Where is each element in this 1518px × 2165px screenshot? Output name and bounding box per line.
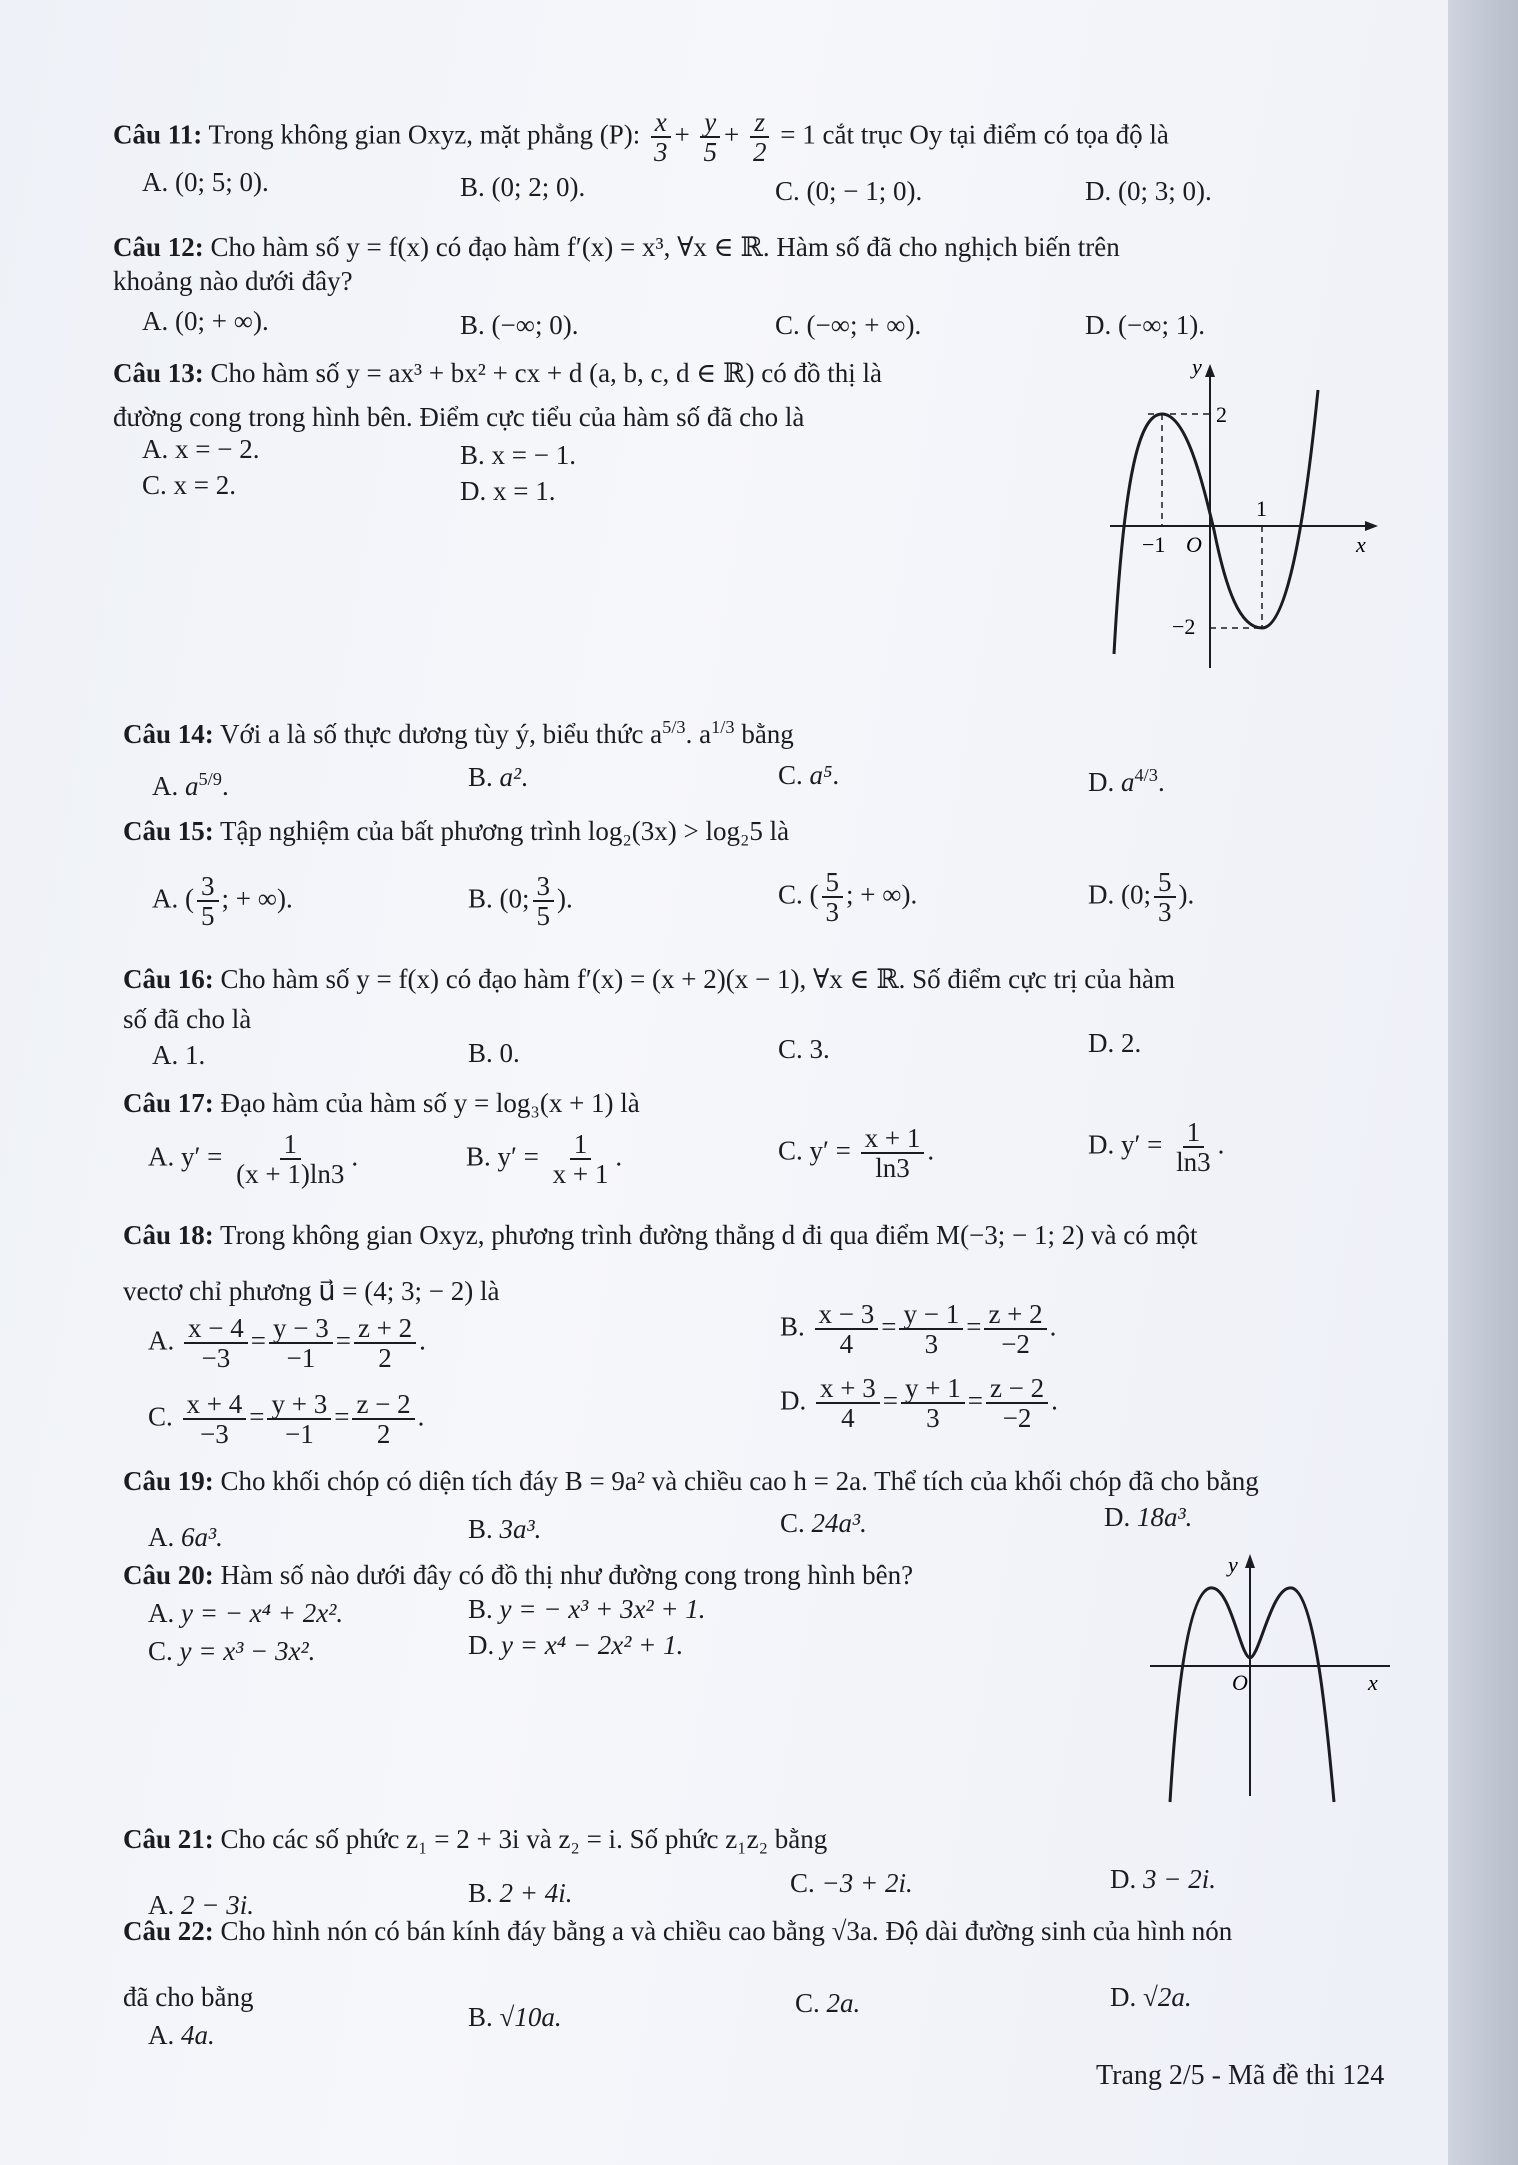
question-21-stem: [123, 1820, 827, 1858]
x-axis-arrow: [1365, 521, 1378, 531]
question-13-stem: [113, 354, 882, 392]
question-15-option-c: C. ( $\frac{5}{3}$ ; + ∞).: [778, 867, 918, 928]
question-12-text-1: Cho hàm số y = f(x) có đạo hàm f′(x) = x³, ∀x ∈ ℝ. Hàm số đã cho nghịch biến trên: [210, 232, 1120, 262]
question-14-stem: [123, 708, 794, 753]
question-22-stem: [123, 1912, 1232, 1950]
question-14-option-b: B. a².: [468, 762, 528, 792]
question-11-option-b: B. (0; 2; 0).: [460, 172, 586, 202]
question-15-option-b: B. (0; $\frac{3}{5}$ ).: [468, 871, 573, 932]
plane-frac-z: $\frac{z}{2}$: [749, 108, 771, 167]
question-20-option-b: B. y = − x³ + 3x² + 1.: [468, 1594, 706, 1624]
question-14-option-a: A. $a^{5/9}$.: [152, 769, 229, 801]
question-14-text-a: Với a là số thực dương tùy ý, biểu thức a: [220, 719, 663, 749]
question-22-label: Câu 22:: [123, 1916, 214, 1946]
question-19-stem: [123, 1462, 1259, 1500]
question-14-exp-2: 1/3: [711, 717, 735, 737]
graph-tick-1: 1: [1256, 496, 1267, 521]
question-12-stem: [113, 228, 1120, 266]
question-14-option-c: C. a⁵.: [778, 760, 840, 790]
question-18-text-2: vectơ chỉ phương u⃗ = (4; 3; − 2) là: [123, 1276, 500, 1306]
question-21-option-d: D. 3 − 2i.: [1110, 1864, 1216, 1894]
graph-origin: O: [1232, 1670, 1248, 1695]
graph-tick-neg1: −1: [1142, 532, 1166, 557]
question-21-option-c: C. −3 + 2i.: [790, 1868, 913, 1898]
plane-frac-x: $\frac{x}{3}$: [650, 108, 672, 167]
question-17-option-c: C. y′ = $\frac{x + 1}{\ln 3}$ .: [778, 1123, 935, 1184]
question-22-option-c: C. 2a.: [795, 1988, 861, 2018]
graph-tick-neg2: −2: [1172, 614, 1196, 639]
question-20-option-d: D. y = x⁴ − 2x² + 1.: [468, 1630, 684, 1660]
question-11-stem: Câu 11: Trong không gian Oxyz, mặt phẳng (P): $\frac{x}{3}$ + $\frac{y}{5}$ + $\frac{z}{2}$ = 1 cắt trục Oy tại điểm có tọa độ là: [113, 107, 1169, 168]
question-13-option-d: D. x = 1.: [460, 476, 556, 506]
question-12-option-d: D. (−∞; 1).: [1085, 310, 1205, 340]
question-11-label: Câu 11:: [113, 119, 203, 150]
y-axis-arrow: [1245, 1554, 1255, 1568]
question-17-label: Câu 17:: [123, 1088, 214, 1118]
question-19-label: Câu 19:: [123, 1466, 214, 1496]
question-20-option-c: C. y = x³ − 3x².: [148, 1636, 316, 1666]
question-16-option-c: C. 3.: [778, 1034, 830, 1064]
quartic-curve: [1170, 1588, 1334, 1802]
cubic-function-graph: [1090, 350, 1390, 670]
question-13-text-1: Cho hàm số y = ax³ + bx² + cx + d (a, b, c, d ∈ ℝ) có đồ thị là: [210, 358, 882, 388]
question-22-text-1: Cho hình nón có bán kính đáy bằng a và chiều cao bằng √3a. Độ dài đường sinh của hình nón: [220, 1916, 1233, 1946]
question-14-dot: . a: [685, 719, 712, 749]
question-21-label: Câu 21:: [123, 1824, 214, 1854]
graph-y-label: y: [1192, 354, 1202, 379]
question-14-option-d: D. $a^{4/3}$.: [1088, 765, 1165, 797]
question-15-option-a: A. ( $\frac{3}{5}$ ; + ∞).: [152, 871, 293, 932]
question-11-option-d: D. (0; 3; 0).: [1085, 176, 1212, 206]
question-17-option-a: A. y′ = $\frac{1}{(x + 1)\ln 3}$ .: [148, 1129, 359, 1190]
question-11-text-a: Trong không gian Oxyz, mặt phẳng (P):: [208, 119, 641, 150]
quartic-function-graph: [1140, 1546, 1400, 1806]
question-11-option-a: A. (0; 5; 0).: [142, 167, 269, 197]
graph-origin: O: [1186, 532, 1202, 557]
question-15-text: Tập nghiệm của bất phương trình log₂(3x) > log₂5 là: [220, 816, 790, 846]
question-12-option-c: C. (−∞; + ∞).: [775, 310, 922, 340]
y-axis-arrow: [1205, 364, 1215, 377]
question-16-option-b: B. 0.: [468, 1038, 520, 1068]
question-22-option-a: A. 4a.: [148, 2020, 215, 2050]
question-15-label: Câu 15:: [123, 816, 214, 846]
question-22-text-2: đã cho bằng: [123, 1982, 254, 2012]
question-19-option-c: C. 24a³.: [780, 1508, 867, 1538]
question-17-stem: [123, 1084, 640, 1122]
question-19-option-a: A. 6a³.: [148, 1522, 223, 1552]
question-12-option-a: A. (0; + ∞).: [142, 306, 269, 336]
question-11-text-b: = 1 cắt trục Oy tại điểm có tọa độ là: [780, 119, 1169, 150]
question-12-text-2: khoảng nào dưới đây?: [113, 266, 353, 296]
question-17-option-d: D. y′ = $\frac{1}{\ln 3}$ .: [1088, 1117, 1225, 1178]
question-13-text-2: đường cong trong hình bên. Điểm cực tiểu của hàm số đã cho là: [113, 402, 805, 432]
question-18-label: Câu 18:: [123, 1220, 214, 1250]
question-13-option-c: C. x = 2.: [142, 470, 236, 500]
question-18-stem: [123, 1216, 1197, 1254]
question-16-text-1: Cho hàm số y = f(x) có đạo hàm f′(x) = (x + 2)(x − 1), ∀x ∈ ℝ. Số điểm cực trị của hàm: [220, 964, 1175, 994]
question-16-stem: [123, 960, 1175, 998]
plane-frac-y: $\frac{y}{5}$: [700, 108, 722, 167]
question-12-label: Câu 12:: [113, 232, 204, 262]
question-15-option-d: D. (0; $\frac{5}{3}$ ).: [1088, 867, 1195, 928]
question-22-option-b: B. √10a.: [468, 2002, 562, 2032]
page-footer: Trang 2/5 - Mã đề thi 124: [1096, 2060, 1385, 2091]
page-edge-shadow: [1448, 0, 1518, 2165]
question-17-option-b: B. y′ = $\frac{1}{x + 1}$ .: [466, 1129, 623, 1190]
question-14-label: Câu 14:: [123, 719, 214, 749]
question-12-option-b: B. (−∞; 0).: [460, 310, 579, 340]
question-20-stem: [123, 1556, 913, 1594]
question-16-label: Câu 16:: [123, 964, 214, 994]
question-21-option-b: B. 2 + 4i.: [468, 1878, 573, 1908]
question-20-label: Câu 20:: [123, 1560, 214, 1590]
question-18-option-a: A. $\frac{x - 4}{-3}$ = $\frac{y - 3}{-1}$ = $\frac{z + 2}{2}$ .: [148, 1313, 426, 1374]
graph-y-label: y: [1228, 1552, 1238, 1577]
graph-x-label: x: [1368, 1670, 1378, 1695]
question-13-label: Câu 13:: [113, 358, 204, 388]
question-20-text: Hàm số nào dưới đây có đồ thị như đường cong trong hình bên?: [220, 1560, 914, 1590]
question-21-option-a: A. 2 − 3i.: [148, 1890, 254, 1920]
question-18-text-1: Trong không gian Oxyz, phương trình đường thẳng d đi qua điểm M(−3; − 1; 2) và có một: [220, 1220, 1198, 1250]
question-14-text-b: bằng: [741, 719, 794, 749]
question-19-text: Cho khối chóp có diện tích đáy B = 9a² và chiều cao h = 2a. Thể tích của khối chóp đã cho bằng: [220, 1466, 1259, 1496]
question-16-option-a: A. 1.: [152, 1040, 206, 1070]
question-14-exp-1: 5/3: [662, 717, 686, 737]
question-15-stem: [123, 812, 789, 850]
question-20-option-a: A. y = − x⁴ + 2x².: [148, 1598, 344, 1628]
question-16-option-d: D. 2.: [1088, 1028, 1142, 1058]
question-13-option-a: A. x = − 2.: [142, 434, 260, 464]
question-11-option-c: C. (0; − 1; 0).: [775, 176, 923, 206]
question-18-option-d: D. $\frac{x + 3}{4}$ = $\frac{y + 1}{3}$ = $\frac{z - 2}{-2}$ .: [780, 1373, 1058, 1434]
graph-x-label: x: [1356, 532, 1366, 557]
question-16-text-2: số đã cho là: [123, 1004, 252, 1034]
question-17-text: Đạo hàm của hàm số y = log₃(x + 1) là: [220, 1088, 640, 1118]
question-19-option-b: B. 3a³.: [468, 1514, 542, 1544]
question-18-option-b: B. $\frac{x - 3}{4}$ = $\frac{y - 1}{3}$ = $\frac{z + 2}{-2}$ .: [780, 1299, 1057, 1360]
graph-tick-2: 2: [1216, 402, 1227, 427]
question-13-option-b: B. x = − 1.: [460, 440, 576, 470]
question-22-option-d: D. √2a.: [1110, 1982, 1192, 2012]
cubic-curve: [1114, 390, 1318, 654]
question-21-text: Cho các số phức z₁ = 2 + 3i và z₂ = i. Số phức z₁z₂ bằng: [220, 1824, 828, 1854]
question-18-option-c: C. $\frac{x + 4}{-3}$ = $\frac{y + 3}{-1}$ = $\frac{z - 2}{2}$ .: [148, 1389, 425, 1450]
question-19-option-d: D. 18a³.: [1104, 1502, 1193, 1532]
